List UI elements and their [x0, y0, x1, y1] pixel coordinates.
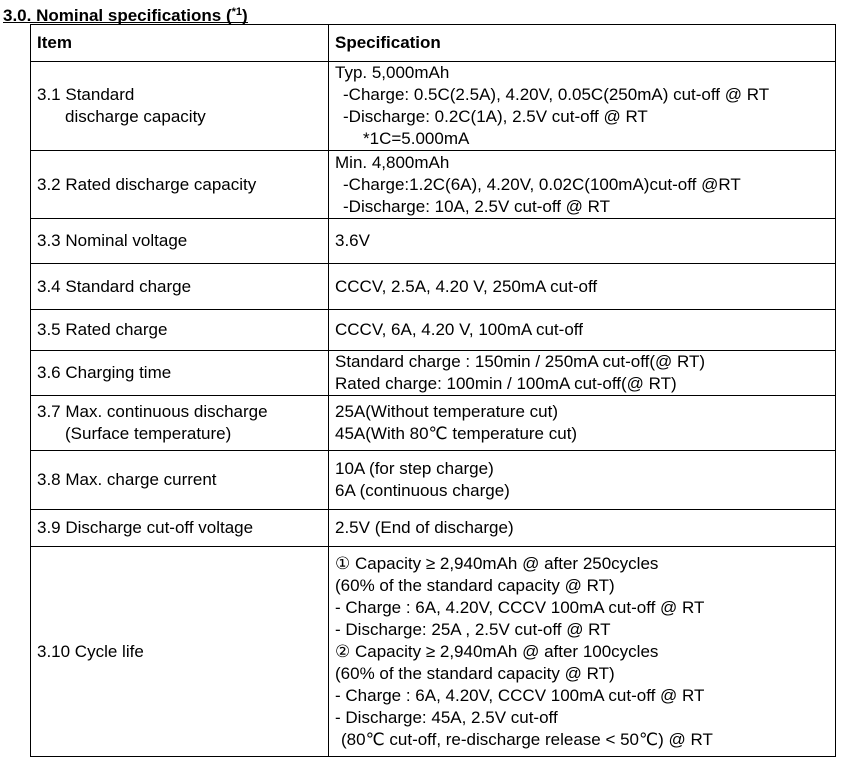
item-cell [31, 264, 329, 310]
spec-line: 10A (for step charge) [335, 459, 494, 478]
table-row [31, 451, 836, 510]
spec-line: (60% of the standard capacity @ RT) [335, 575, 615, 595]
item-cell [31, 151, 329, 219]
spec-line: Standard charge : 150min / 250mA cut-off(@ RT) [335, 352, 706, 371]
spec-cell [329, 451, 836, 510]
spec-cell [329, 510, 836, 547]
spec-line: ② Capacity ≥ 2,940mAh @ after 100cycles [335, 641, 659, 661]
item-label: 3.6 Charging time [37, 363, 172, 382]
item-label: 3.7 Max. continuous discharge [37, 402, 268, 421]
spec-cell [329, 151, 836, 219]
table-row [31, 396, 836, 451]
item-cell [31, 351, 329, 396]
item-label-continued: discharge capacity [65, 107, 206, 126]
item-label: 3.2 Rated discharge capacity [37, 174, 257, 194]
section-heading-text: 3.0. Nominal specifications ( [3, 6, 232, 25]
table-row [31, 310, 836, 351]
spec-line: 3.6V [335, 231, 370, 250]
table-row [31, 351, 836, 396]
table-header-row [31, 25, 836, 62]
spec-line: -Charge:1.2C(6A), 4.20V, 0.02C(100mA)cut-off @RT [343, 174, 741, 194]
spec-line: Typ. 5,000mAh [335, 63, 450, 82]
table-row [31, 219, 836, 264]
spec-line: ① Capacity ≥ 2,940mAh @ after 250cycles [335, 553, 659, 573]
spec-line: -Discharge: 0.2C(1A), 2.5V cut-off @ RT [343, 107, 648, 126]
spec-cell [329, 310, 836, 351]
specifications-table [30, 24, 836, 757]
section-heading-close: ) [242, 6, 248, 25]
spec-line: - Discharge: 25A , 2.5V cut-off @ RT [335, 619, 611, 639]
spec-cell [329, 62, 836, 151]
item-cell [31, 62, 329, 151]
table-row [31, 264, 836, 310]
spec-line: - Charge : 6A, 4.20V, CCCV 100mA cut-off @ RT [335, 685, 705, 705]
spec-line: Rated charge: 100min / 100mA cut-off(@ RT) [335, 374, 677, 393]
spec-line: -Charge: 0.5C(2.5A), 4.20V, 0.05C(250mA) cut-off @ RT [343, 85, 770, 104]
spec-line: 45A(With 80℃ temperature cut) [335, 424, 578, 443]
spec-line: - Charge : 6A, 4.20V, CCCV 100mA cut-off @ RT [335, 597, 705, 617]
header-item: Item [31, 25, 329, 62]
table-row [31, 510, 836, 547]
spec-cell [329, 219, 836, 264]
footnote-mark: *1 [231, 6, 243, 18]
spec-cell [329, 396, 836, 451]
spec-line: (60% of the standard capacity @ RT) [335, 663, 615, 683]
item-label: 3.4 Standard charge [37, 276, 192, 296]
spec-line: 2.5V (End of discharge) [335, 518, 514, 537]
item-label: 3.5 Rated charge [37, 320, 168, 339]
table-row [31, 62, 836, 151]
table-row [31, 547, 836, 757]
item-cell [31, 510, 329, 547]
item-cell [31, 396, 329, 451]
spec-cell [329, 351, 836, 396]
item-label: 3.1 Standard [37, 85, 135, 104]
item-cell [31, 451, 329, 510]
header-specification: Specification [329, 25, 836, 62]
spec-line: 25A(Without temperature cut) [335, 402, 558, 421]
item-label: 3.10 Cycle life [37, 641, 144, 661]
spec-line: 6A (continuous charge) [335, 481, 510, 500]
spec-line: (80℃ cut-off, re-discharge release < 50℃) @ RT [341, 729, 713, 749]
spec-line: CCCV, 2.5A, 4.20 V, 250mA cut-off [335, 276, 598, 296]
item-label: 3.3 Nominal voltage [37, 231, 188, 250]
item-label: 3.8 Max. charge current [37, 470, 217, 489]
spec-line: -Discharge: 10A, 2.5V cut-off @ RT [343, 196, 611, 216]
spec-cell [329, 264, 836, 310]
table-row [31, 151, 836, 219]
spec-cell [329, 547, 836, 757]
spec-line: - Discharge: 45A, 2.5V cut-off [335, 707, 558, 727]
item-cell [31, 219, 329, 264]
section-heading [3, 2, 248, 23]
item-cell [31, 547, 329, 757]
item-label: 3.9 Discharge cut-off voltage [37, 518, 254, 537]
spec-line: *1C=5.000mA [363, 129, 470, 148]
item-cell [31, 310, 329, 351]
item-label-continued: (Surface temperature) [65, 424, 232, 443]
spec-line: CCCV, 6A, 4.20 V, 100mA cut-off [335, 320, 583, 339]
spec-line: Min. 4,800mAh [335, 152, 450, 172]
